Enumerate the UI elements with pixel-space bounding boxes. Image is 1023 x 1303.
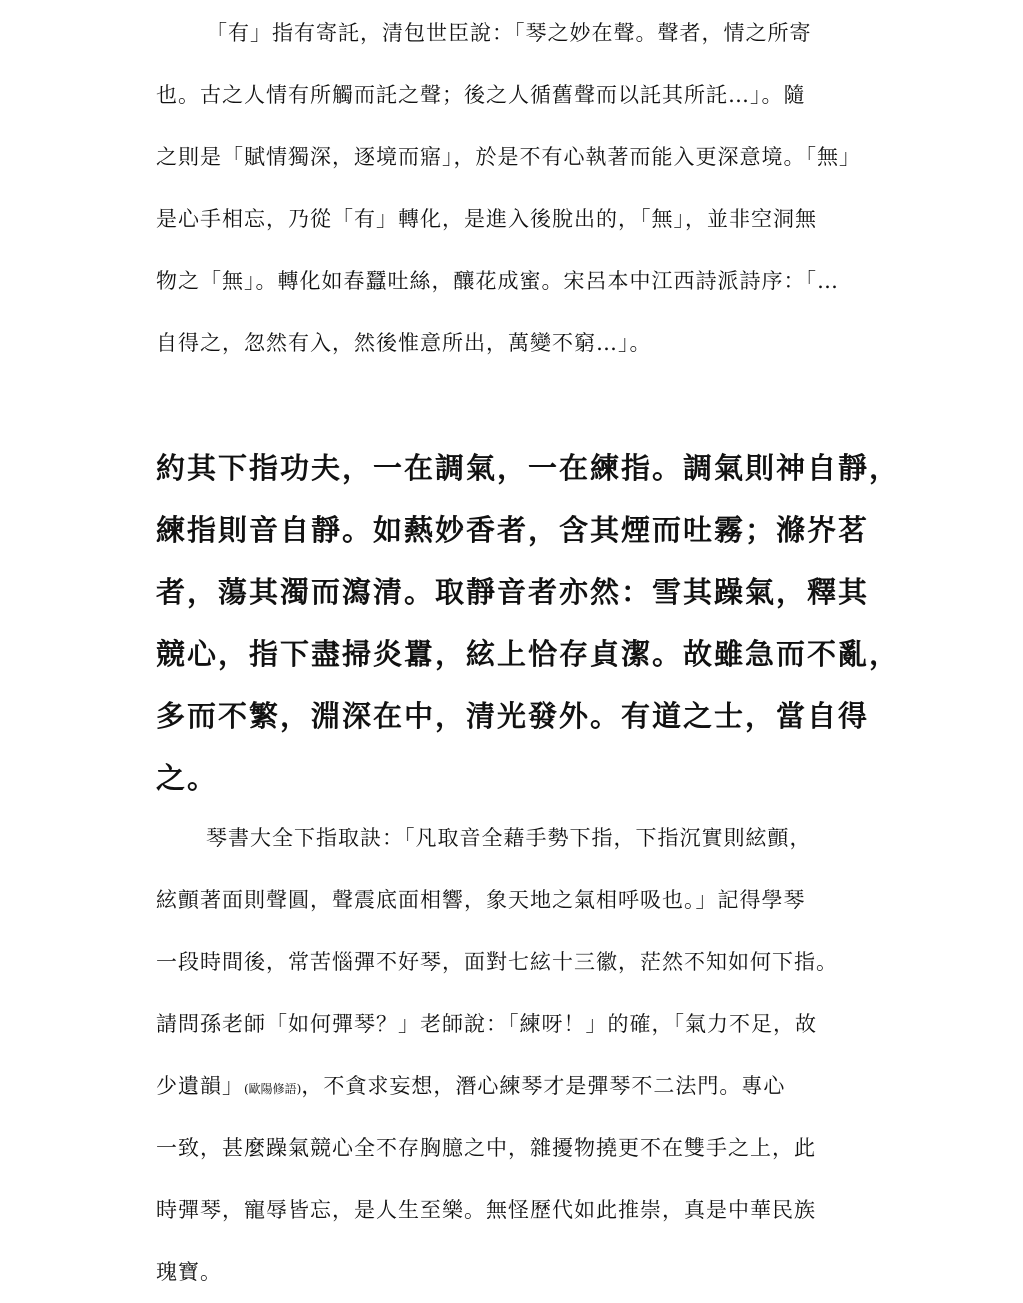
quote-line: 練指則音自靜。如爇妙香者，含其煙而吐霧；滌岕茗 xyxy=(156,513,870,547)
quote-line: 者，蕩其濁而瀉清。取靜音者亦然：雪其躁氣，釋其 xyxy=(156,575,870,609)
text-line: 瑰寶。 xyxy=(156,1260,222,1284)
text-line: 一致，甚麼躁氣競心全不存胸臆之中，雜擾物撓更不在雙手之上，此 xyxy=(156,1136,816,1160)
quote-line: 約其下指功夫，一在調氣，一在練指。調氣則神自靜， xyxy=(156,451,901,485)
quote-line: 競心，指下盡掃炎囂，絃上恰存貞潔。故雖急而不亂， xyxy=(156,637,901,671)
paragraph-youwu xyxy=(156,2,861,374)
text-line: 絃顫著面則聲圓，聲震底面相響，象天地之氣相呼吸也。」記得學琴 xyxy=(156,888,806,912)
text-line: 之則是「賦情獨深，逐境而寤」，於是不有心執著而能入更深意境。「無」 xyxy=(156,145,861,169)
text-line: 自得之，忽然有入，然後惟意所出，萬變不窮…」。 xyxy=(156,331,652,355)
paragraph-qinshu xyxy=(156,807,838,1303)
text-line: 是心手相忘，乃從「有」轉化，是進入後脫出的，「無」，並非空洞無 xyxy=(156,207,817,231)
text-line: 時彈琴，寵辱皆忘，是人生至樂。無怪歷代如此推崇，真是中華民族 xyxy=(156,1198,816,1222)
text-line: 「有」指有寄託，清包世臣說：「琴之妙在聲。聲者，情之所寄 xyxy=(206,21,812,45)
text-line: 請問孫老師「如何彈琴？」老師說：「練呀！」的確，「氣力不足，故 xyxy=(156,1012,817,1036)
quote-block xyxy=(156,437,900,809)
text-line: 琴書大全下指取訣：「凡取音全藉手勢下指，下指沉實則絃顫， xyxy=(206,826,812,850)
citation-note: (歐陽修語) xyxy=(244,1082,302,1096)
text-line: 物之「無」。轉化如春蠶吐絲，釀花成蜜。宋呂本中江西詩派詩序：「… xyxy=(156,269,839,293)
quote-line: 之。 xyxy=(156,761,219,795)
text-segment: 少遺韻」 xyxy=(156,1074,244,1098)
text-line: 也。古之人情有所觸而託之聲；後之人循舊聲而以託其所託…」。隨 xyxy=(156,83,806,107)
text-line: 一段時間後，常苦惱彈不好琴，面對七絃十三徽，茫然不知如何下指。 xyxy=(156,950,838,974)
text-segment: ，不貪求妄想，潛心練琴才是彈琴不二法門。專心 xyxy=(301,1074,786,1098)
quote-line: 多而不繁，淵深在中，清光發外。有道之士，當自得 xyxy=(156,699,870,733)
text-line-with-note xyxy=(156,1055,838,1117)
